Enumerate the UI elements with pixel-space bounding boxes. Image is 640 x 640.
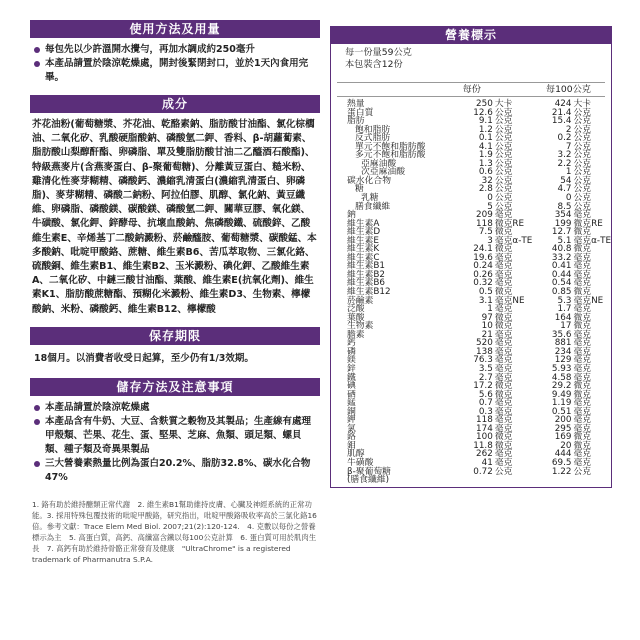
per-100g-value: 7 xyxy=(565,141,572,152)
per-serving-value: 1.9 xyxy=(478,150,493,161)
per-serving-unit: 毫克 xyxy=(494,210,513,221)
per-100g-unit: 公克 xyxy=(573,466,592,477)
per-serving-unit: 微克 xyxy=(494,227,513,238)
per-100g-unit: 大卡 xyxy=(573,99,592,109)
storage-header: 儲存方法及注意事項 xyxy=(30,378,320,396)
per-100g-value: 5.93 xyxy=(551,363,572,374)
per-100g-value: 3.2 xyxy=(557,150,572,161)
per-100g-unit: 毫克 xyxy=(573,415,592,426)
usage-section xyxy=(30,43,320,85)
per-100g-unit: 公克 xyxy=(573,107,592,118)
per-serving-value xyxy=(456,476,493,485)
per-serving-value: 4.1 xyxy=(478,141,493,152)
per-serving-value: 10 xyxy=(481,321,493,332)
per-serving-unit: 公克 xyxy=(494,201,513,212)
per-100g-value: 1.22 xyxy=(551,466,572,477)
nutrient-name: 葉酸 xyxy=(347,312,365,323)
per-100g-unit xyxy=(572,476,612,485)
usage-item: 本產品請置於陰涼乾燥處，開封後緊閉封口，並於1天內食用完畢。 xyxy=(34,57,320,85)
per-serving-unit: 毫克 xyxy=(494,415,513,426)
per-100g-value: 17 xyxy=(560,321,572,332)
per-serving-unit: 毫克 xyxy=(494,449,513,460)
nutrient-name: 鉻 xyxy=(347,432,356,443)
per-100g-value: 40.8 xyxy=(551,244,572,255)
per-serving-value: 100 xyxy=(476,432,493,443)
per-serving-value: 21 xyxy=(481,329,493,340)
per-100g-value: 4.58 xyxy=(551,372,572,383)
per-100g-unit: 公克 xyxy=(573,167,592,178)
per-serving-unit: 毫克 xyxy=(494,278,513,289)
per-serving-value: 7.5 xyxy=(478,227,493,238)
per-serving-unit: 毫克 xyxy=(494,304,513,315)
per-serving-unit: 微克 xyxy=(494,389,513,400)
column-headers xyxy=(337,82,605,97)
per-serving-unit: 毫克 xyxy=(494,398,513,409)
nutrient-name: 硒 xyxy=(347,389,356,400)
nutrient-name: 膽素 xyxy=(347,329,365,340)
per-100g-value: 0.54 xyxy=(551,278,572,289)
per-serving-unit: 毫克 xyxy=(494,457,513,468)
serving-info xyxy=(331,44,611,73)
per-100g-value: 54 xyxy=(560,175,572,186)
usage-item: 每包先以少許溫開水攪勻，再加水調成約250毫升 xyxy=(34,43,320,57)
per-100g-value: 199 xyxy=(554,218,572,229)
storage-item: 本產品請置於陰涼乾燥處 xyxy=(34,401,320,415)
per-serving-unit: 毫克 xyxy=(494,269,513,280)
per-100g-unit: 微克 xyxy=(573,440,592,451)
per-100g-value: 0.2 xyxy=(557,133,572,144)
nutrient-name: 單元不飽和脂肪酸 xyxy=(355,141,426,152)
bullet-icon xyxy=(34,405,40,411)
per-serving-unit: 毫克α-TE xyxy=(494,235,533,246)
per-serving-unit: 公克 xyxy=(494,175,513,186)
per-100g-value: 200 xyxy=(554,415,572,426)
per-100g-unit: 毫克 xyxy=(573,457,592,468)
nutrient-name: 乳糖 xyxy=(361,193,379,204)
per-serving-value: 76.3 xyxy=(473,355,493,366)
nutrient-name: 碘 xyxy=(347,381,356,392)
per-serving-value: 138 xyxy=(476,346,493,357)
per-100g-unit: 毫克 xyxy=(573,329,592,340)
nutrient-name: 鈣 xyxy=(347,338,356,349)
per-serving-unit: 公克 xyxy=(494,124,513,135)
nutrient-name: 反式脂肪 xyxy=(355,133,391,144)
col-per-serving: 每份 xyxy=(462,84,481,95)
nutrition-header: 營養標示 xyxy=(330,26,612,44)
per-100g-value: 0.44 xyxy=(551,269,572,280)
per-serving-unit: 公克 xyxy=(494,107,513,118)
per-100g-value: 33.2 xyxy=(551,252,572,263)
nutrition-row xyxy=(331,476,611,485)
per-serving-value: 250 xyxy=(476,99,493,109)
nutrient-name: 維生素C xyxy=(347,252,380,263)
per-100g-value: 4.7 xyxy=(557,184,572,195)
nutrient-name: β-聚葡萄糖 xyxy=(347,466,391,477)
nutrient-name: 泛酸 xyxy=(347,304,365,315)
per-serving-unit: 公克 xyxy=(494,133,513,144)
nutrient-name: 碳水化合物 xyxy=(347,175,391,186)
per-serving-unit: 毫克 xyxy=(494,338,513,349)
per-serving-value: 0.26 xyxy=(473,269,493,280)
per-100g-value: 0.51 xyxy=(551,406,572,417)
per-100g-value xyxy=(538,476,572,485)
per-100g-value: 234 xyxy=(554,346,572,357)
nutrient-name: 維生素A xyxy=(347,218,380,229)
per-serving-unit: 公克 xyxy=(494,466,513,477)
per-serving-value: 3.5 xyxy=(478,363,493,374)
per-100g-value: 5.1 xyxy=(557,235,572,246)
nutrition-panel xyxy=(330,26,612,488)
bullet-icon xyxy=(34,419,40,425)
per-100g-unit: 公克 xyxy=(573,175,592,186)
nutrition-rows xyxy=(331,100,611,485)
nutrient-name: 鋅 xyxy=(347,363,356,374)
per-100g-unit: 毫克 xyxy=(573,423,592,434)
per-100g-value: 0 xyxy=(565,193,572,204)
per-100g-unit: 毫克 xyxy=(573,338,592,349)
per-serving-value: 3 xyxy=(487,235,493,246)
per-100g-value: 20 xyxy=(560,440,572,451)
per-serving-value: 9.1 xyxy=(478,116,493,127)
shelf-life-header: 保存期限 xyxy=(30,327,320,345)
per-serving-unit: 毫克 xyxy=(494,406,513,417)
nutrient-name: 多元不飽和脂肪酸 xyxy=(355,150,426,161)
nutrient-name: 生物素 xyxy=(347,321,374,332)
per-100g-unit: 毫克 xyxy=(573,363,592,374)
per-100g-value: 1 xyxy=(565,167,572,178)
per-serving-unit: 毫克 xyxy=(494,346,513,357)
per-serving-unit: 公克 xyxy=(494,184,513,195)
per-100g-value: 5.3 xyxy=(557,295,572,306)
per-100g-unit: 毫克NE xyxy=(573,295,604,306)
nutrient-name: 脂肪 xyxy=(347,116,365,127)
per-100g-value: 354 xyxy=(554,210,572,221)
per-serving-unit: 微克 xyxy=(494,287,513,298)
left-column xyxy=(30,20,320,565)
per-serving-unit: 微克 xyxy=(494,321,513,332)
bullet-icon xyxy=(34,47,40,53)
per-100g-unit: 毫克α-TE xyxy=(573,235,611,246)
per-100g-value: 881 xyxy=(554,338,572,349)
per-100g-value: 169 xyxy=(554,432,572,443)
nutrient-name: 維生素B12 xyxy=(347,287,391,298)
per-100g-unit: 毫克 xyxy=(573,261,592,272)
per-serving-value: 2.8 xyxy=(478,184,493,195)
per-serving-value: 0.6 xyxy=(478,167,493,178)
nutrient-name: 維生素B1 xyxy=(347,261,386,272)
per-serving-unit: 毫克 xyxy=(494,261,513,272)
per-100g-unit: 毫克 xyxy=(573,355,592,366)
footnotes: 1. 鉻有助於維持醣類正常代謝 2. 維生素B1幫助維持皮膚、心臟及神經系統的正常功能。3. 採用特殊包覆技術的吡啶甲酸鉻，研究指出，吡啶甲酸鉻吸收率高於三氯化鉻16倍。參考文獻：Trace Elem Med Biol. 2007;21(2):120-124. 4. 克數以每份之營養標示為主 5. 高蛋白質，高鈣、高纖富含鐵以每100公克計算 6. 蛋白質可用於肌肉生長 7. 高鈣有助於維持骨骼正常發育及健康 "UltraChrome" is a registered trademark of Pharmanutra S.P.A. xyxy=(32,499,317,564)
nutrient-name: 維生素D xyxy=(347,227,381,238)
bullet-icon xyxy=(34,61,40,67)
per-serving-value: 24.1 xyxy=(473,244,493,255)
per-100g-value: 9.49 xyxy=(551,389,572,400)
per-100g-value: 424 xyxy=(554,99,572,109)
per-serving-unit: 微克 xyxy=(494,312,513,323)
per-100g-value: 29.2 xyxy=(551,381,572,392)
per-100g-unit: 微克 xyxy=(573,321,592,332)
per-serving-unit: 毫克 xyxy=(494,423,513,434)
per-100g-value: 1.19 xyxy=(551,398,572,409)
per-100g-unit: 公克 xyxy=(573,184,592,195)
per-serving-unit: 毫克 xyxy=(494,363,513,374)
per-serving-unit: 公克 xyxy=(494,193,513,204)
per-100g-unit: 毫克 xyxy=(573,304,592,315)
nutrient-name: 糖 xyxy=(355,184,364,195)
per-100g-value: 295 xyxy=(554,423,572,434)
per-100g-value: 129 xyxy=(554,355,572,366)
per-100g-unit: 公克 xyxy=(573,116,592,127)
per-100g-value: 2.2 xyxy=(557,158,572,169)
storage-section xyxy=(30,401,320,485)
col-per-100g: 每100公克 xyxy=(545,84,591,95)
per-100g-unit: 毫克 xyxy=(573,449,592,460)
per-serving-value: 41 xyxy=(481,457,493,468)
nutrient-name: 錳 xyxy=(347,398,356,409)
nutrient-name: 菸鹼素 xyxy=(347,295,374,306)
shelf-life-text: 18個月。以消費者收受日起算，至少仍有1/3效期。 xyxy=(34,352,254,364)
per-serving-value: 5 xyxy=(487,201,493,212)
per-serving-value: 118 xyxy=(476,415,493,426)
per-100g-value: 164 xyxy=(554,312,572,323)
per-100g-unit: 毫克 xyxy=(573,252,592,263)
per-100g-unit: 公克 xyxy=(573,158,592,169)
per-serving-unit xyxy=(493,476,538,485)
per-100g-value: 1.7 xyxy=(557,304,572,315)
per-serving-value: 11.8 xyxy=(473,440,493,451)
per-100g-value: 444 xyxy=(554,449,572,460)
per-100g-unit: 毫克 xyxy=(573,398,592,409)
per-serving-unit: 公克 xyxy=(494,150,513,161)
per-serving-value: 97 xyxy=(481,312,493,323)
per-serving-value: 1.2 xyxy=(478,124,493,135)
per-serving-unit: 公克 xyxy=(494,167,513,178)
per-100g-unit: 微克RE xyxy=(573,218,603,229)
per-serving-value: 0.24 xyxy=(473,261,493,272)
per-serving-value: 174 xyxy=(476,423,493,434)
per-serving-value: 0 xyxy=(487,193,493,204)
per-serving-value: 1 xyxy=(487,304,493,315)
per-serving-value: 17.2 xyxy=(473,381,493,392)
per-100g-value: 2 xyxy=(565,124,572,135)
per-100g-value: 12.7 xyxy=(551,227,572,238)
per-100g-unit: 公克 xyxy=(573,193,592,204)
per-serving-unit: 毫克NE xyxy=(494,295,525,306)
per-serving-value: 0.7 xyxy=(478,398,493,409)
nutrient-name: 鉀 xyxy=(347,415,356,426)
nutrient-name: 鈉 xyxy=(347,210,356,221)
per-100g-unit: 毫克 xyxy=(573,269,592,280)
per-serving-unit: 微克 xyxy=(494,244,513,255)
nutrient-name: 飽和脂肪 xyxy=(355,124,391,135)
per-serving-value: 0.5 xyxy=(478,287,493,298)
per-serving-value: 520 xyxy=(476,338,493,349)
nutrient-name: 氯 xyxy=(347,423,356,434)
per-100g-unit: 微克 xyxy=(573,381,592,392)
nutrient-name: 亞麻油酸 xyxy=(361,158,397,169)
nutrient-name: 磷 xyxy=(347,346,356,357)
nutrient-name: 蛋白質 xyxy=(347,107,374,118)
nutrient-name: 肌醇 xyxy=(347,449,365,460)
per-100g-value: 69.5 xyxy=(551,457,572,468)
per-100g-value: 21.4 xyxy=(551,107,572,118)
per-serving-unit: 毫克 xyxy=(494,372,513,383)
per-100g-value: 0.41 xyxy=(551,261,572,272)
storage-item: 本產品含有牛奶、大豆、含麩質之穀物及其製品；生產線有處理甲殼類、芒果、花生、蛋、堅果、芝麻、魚類、頭足類、螺貝類、種子類及奇異果製品 xyxy=(34,415,320,457)
usage-header: 使用方法及用量 xyxy=(30,20,320,38)
per-serving-value: 0.72 xyxy=(473,466,493,477)
nutrient-name: 銅 xyxy=(347,406,356,417)
nutrient-name: 熱量 xyxy=(347,99,365,109)
per-100g-unit: 毫克 xyxy=(573,406,592,417)
bullet-icon xyxy=(34,461,40,467)
per-100g-unit: 微克 xyxy=(573,244,592,255)
nutrient-name: 鎂 xyxy=(347,355,356,366)
per-100g-value: 35.6 xyxy=(551,329,572,340)
per-100g-unit: 公克 xyxy=(573,124,592,135)
per-100g-unit: 毫克 xyxy=(573,346,592,357)
per-100g-unit: 毫克 xyxy=(573,210,592,221)
per-serving-value: 0.3 xyxy=(478,406,493,417)
per-100g-unit: 微克 xyxy=(573,389,592,400)
per-serving-value: 0.1 xyxy=(478,133,493,144)
nutrient-name: 牛磺酸 xyxy=(347,457,374,468)
nutrient-name: (膳食纖維) xyxy=(347,475,390,486)
per-100g-unit: 微克 xyxy=(573,312,592,323)
nutrient-name: 鐵 xyxy=(347,372,356,383)
per-serving-value: 1.3 xyxy=(478,158,493,169)
per-100g-value: 8.5 xyxy=(557,201,572,212)
nutrient-name: 維生素E xyxy=(347,235,379,246)
per-100g-unit: 微克 xyxy=(573,287,592,298)
per-serving-unit: 微克RE xyxy=(494,218,525,229)
per-serving-unit: 毫克 xyxy=(494,252,513,263)
per-100g-value: 0.85 xyxy=(551,287,572,298)
per-100g-unit: 毫克 xyxy=(573,278,592,289)
per-serving-value: 262 xyxy=(476,449,493,460)
per-100g-unit: 毫克 xyxy=(573,372,592,383)
per-serving-value: 19.6 xyxy=(473,252,493,263)
per-serving-unit: 微克 xyxy=(494,432,513,443)
nutrient-name: 鉬 xyxy=(347,440,356,451)
nutrient-name: 膳食纖維 xyxy=(355,201,391,212)
per-serving-value: 0.32 xyxy=(473,278,493,289)
per-serving-value: 12.6 xyxy=(473,107,493,118)
nutrient-name: 次亞麻油酸 xyxy=(361,167,405,178)
per-100g-unit: 微克 xyxy=(573,432,592,443)
ingredients-header: 成分 xyxy=(30,95,320,113)
per-serving-unit: 大卡 xyxy=(494,99,513,109)
per-serving-value: 2.7 xyxy=(478,372,493,383)
per-serving-value: 3.1 xyxy=(478,295,493,306)
storage-item: 三大營養素熱量比例為蛋白20.2%、脂肪32.8%、碳水化合物47% xyxy=(34,457,320,485)
per-serving-value: 32 xyxy=(481,175,493,186)
per-serving-unit: 公克 xyxy=(494,141,513,152)
per-serving-unit: 微克 xyxy=(494,381,513,392)
per-serving-value: 5.6 xyxy=(478,389,493,400)
nutrition-table xyxy=(331,100,611,485)
nutrition-box xyxy=(330,44,612,488)
per-100g-unit: 微克 xyxy=(573,227,592,238)
servings-per-pack: 本包裝含12份 xyxy=(345,59,403,70)
nutrient-name: 維生素K xyxy=(347,244,380,255)
nutrient-name: 維生素B6 xyxy=(347,278,386,289)
nutrient-name: 維生素B2 xyxy=(347,269,386,280)
per-100g-value: 15.4 xyxy=(551,116,572,127)
per-100g-unit: 公克 xyxy=(573,201,592,212)
per-serving-unit: 公克 xyxy=(494,116,513,127)
per-serving-unit: 毫克 xyxy=(494,329,513,340)
per-serving-unit: 毫克 xyxy=(494,355,513,366)
per-serving-value: 118 xyxy=(476,218,493,229)
per-serving-value: 209 xyxy=(476,210,493,221)
per-100g-unit: 公克 xyxy=(573,150,592,161)
per-serving-unit: 公克 xyxy=(494,158,513,169)
serving-size: 每一份量59公克 xyxy=(345,47,412,58)
ingredients-text: 芥花油粉(葡萄糖漿、芥花油、乾酪素鈉、脂肪酸甘油酯、氯化棕櫚油、二氧化矽、乳酸硬脂酸鈉、磷酸氫二鉀、香料、β-胡蘿蔔素、脂肪酸山梨醇酐酯、卵磷脂、單及雙脂肪酸甘油二乙醯酒石酸酯)、特級燕麥片(含燕麥蛋白、β-聚葡萄糖)、分離黃豆蛋白、糙米粉、雞清化性麥芽糊精、磷酸鈣、濃縮乳清蛋白(濃縮乳清蛋白、卵磷脂)、麥芽糊精、磷酸二鈉粉、阿拉伯膠、肌醇、氯化鈉、黃豆纖維、卵磷脂、磷酸鎂、碳酸鎂、磷酸氫二鉀、關華豆膠、氧化鎂、牛磺酸、氯化鉀、鋅酵母、抗壞血酸鈉、焦磷酸鐵、硫酸鋅、乙酸維生素E、辛烯基丁二酸鈉澱粉、菸鹼醯胺、葡萄糖漿、碳酸錳、本多酸鈉、吡啶甲酸鉻、蔗糖、維生素B6、苦瓜萃取物、三氯化鉻、硫酸銅、維生素B1、維生素B2、玉米澱粉、碘化鉀、乙酸維生素A、二氧化矽、中鏈三酸甘油酯、葉酸、維生素E(抗氧化劑)、維生素K1、脂肪酸蔗糖酯、預糊化米澱粉、維生素D3、生物素、檸檬酸鈉、米粉、磷酸鈣、維生素B12、檸檬酸 xyxy=(32,119,317,315)
per-100g-unit: 公克 xyxy=(573,141,592,152)
per-100g-unit: 公克 xyxy=(573,133,592,144)
per-serving-unit: 微克 xyxy=(494,440,513,451)
